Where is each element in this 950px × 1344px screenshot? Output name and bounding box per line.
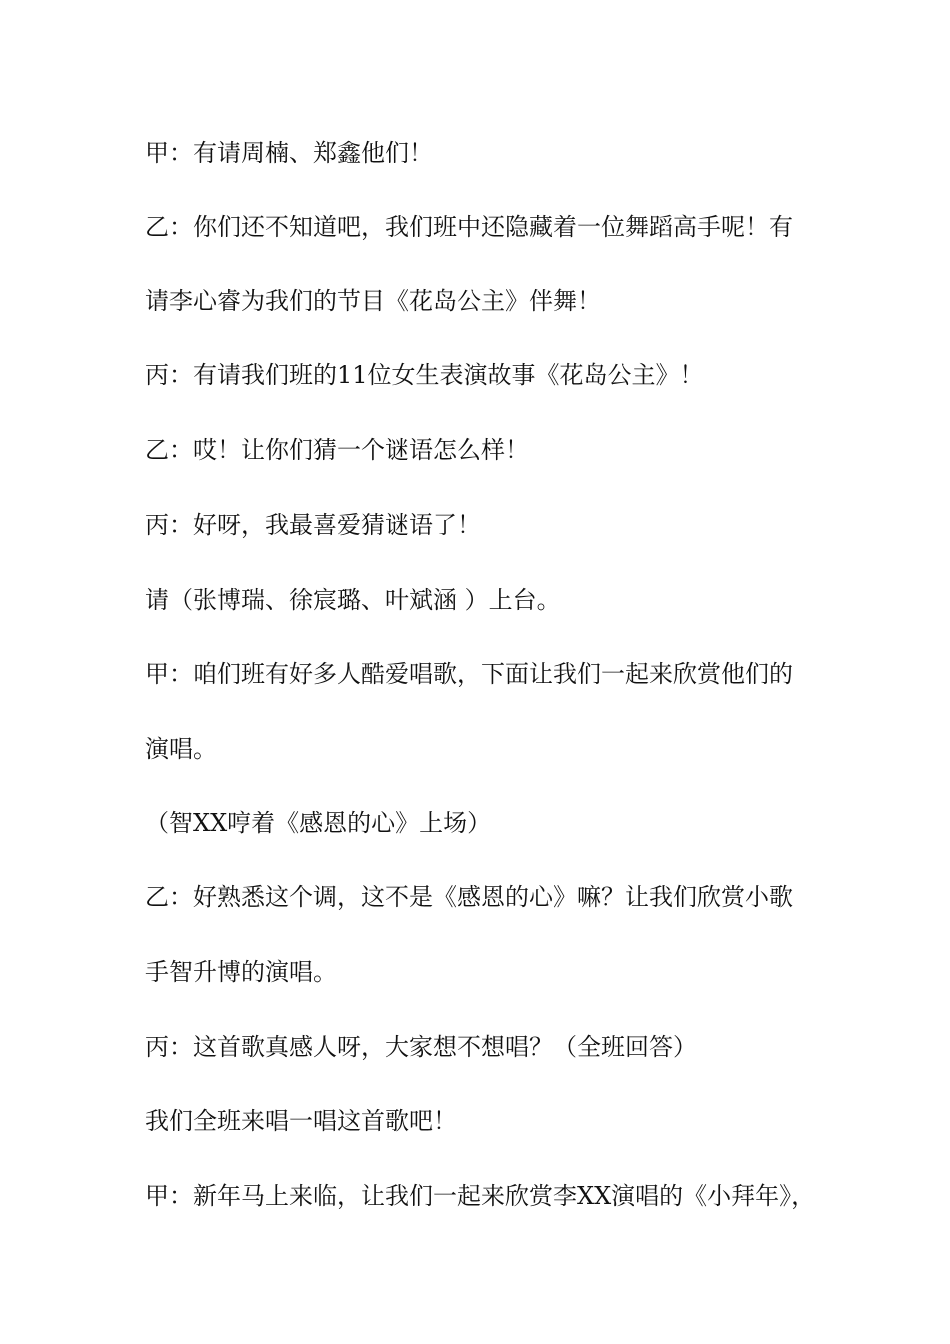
text-line: 丙：这首歌真感人呀，大家想不想唱？（全班回答） xyxy=(145,1033,697,1061)
text-line: 丙：有请我们班的11位女生表演故事《花岛公主》！ xyxy=(145,361,704,389)
text-line: 请李心睿为我们的节目《花岛公主》伴舞！ xyxy=(145,287,601,315)
text-line: 乙：哎！让你们猜一个谜语怎么样！ xyxy=(145,436,529,464)
text-line: （智XX哼着《感恩的心》上场） xyxy=(145,809,492,837)
text-line: 甲：有请周楠、郑鑫他们！ xyxy=(145,139,433,167)
text-line: 乙：好熟悉这个调，这不是《感恩的心》嘛？让我们欣赏小歌 xyxy=(145,883,793,911)
text-line: 请（张博瑞、徐宸璐、叶斌涵 ）上台。 xyxy=(145,586,561,614)
text-line: 甲：新年马上来临，让我们一起来欣赏李XX演唱的《小拜年》， xyxy=(145,1182,816,1210)
text-line: 甲：咱们班有好多人酷爱唱歌，下面让我们一起来欣赏他们的 xyxy=(145,660,793,688)
text-line: 我们全班来唱一唱这首歌吧！ xyxy=(145,1107,457,1135)
text-line: 演唱。 xyxy=(145,735,217,763)
text-line: 丙：好呀，我最喜爱猜谜语了！ xyxy=(145,511,481,539)
text-line: 手智升博的演唱。 xyxy=(145,958,337,986)
text-line: 乙：你们还不知道吧，我们班中还隐藏着一位舞蹈高手呢！有 xyxy=(145,213,793,241)
